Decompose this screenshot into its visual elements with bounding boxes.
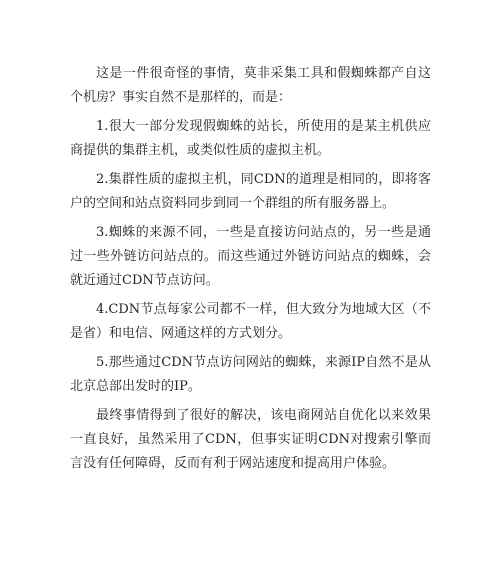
paragraph-point-5: 5.那些通过CDN节点访问网站的蜘蛛，来源IP自然不是从北京总部出发时的IP。 [70,355,431,394]
document-body [70,62,431,481]
paragraph-point-2: 2.集群性质的虚拟主机，同CDN的道理是相同的，即将客户的空间和站点资料同步到同一个群组的所有服务器上。 [70,172,431,211]
paragraph-point-1: 1.很大一部分发现假蜘蛛的站长，所使用的是某主机供应商提供的集群主机，或类似性质的虚拟主机。 [70,119,431,158]
paragraph-intro: 这是一件很奇怪的事情，莫非采集工具和假蜘蛛都产自这个机房？事实自然不是那样的，而是： [70,66,431,105]
paragraph-conclusion: 最终事情得到了很好的解决，该电商网站自优化以来效果一直良好，虽然采用了CDN，但事实证明CDN对搜索引擎而言没有任何障碍，反而有利于网站速度和提高用户体验。 [70,408,431,471]
paragraph-point-3: 3.蜘蛛的来源不同，一些是直接访问站点的，另一些是通过一些外链访问站点的。而这些通过外链访问站点的蜘蛛，会就近通过CDN节点访问。 [70,225,431,288]
paragraph-point-4: 4.CDN节点每家公司都不一样，但大致分为地域大区（不是省）和电信、网通这样的方式划分。 [70,302,431,341]
